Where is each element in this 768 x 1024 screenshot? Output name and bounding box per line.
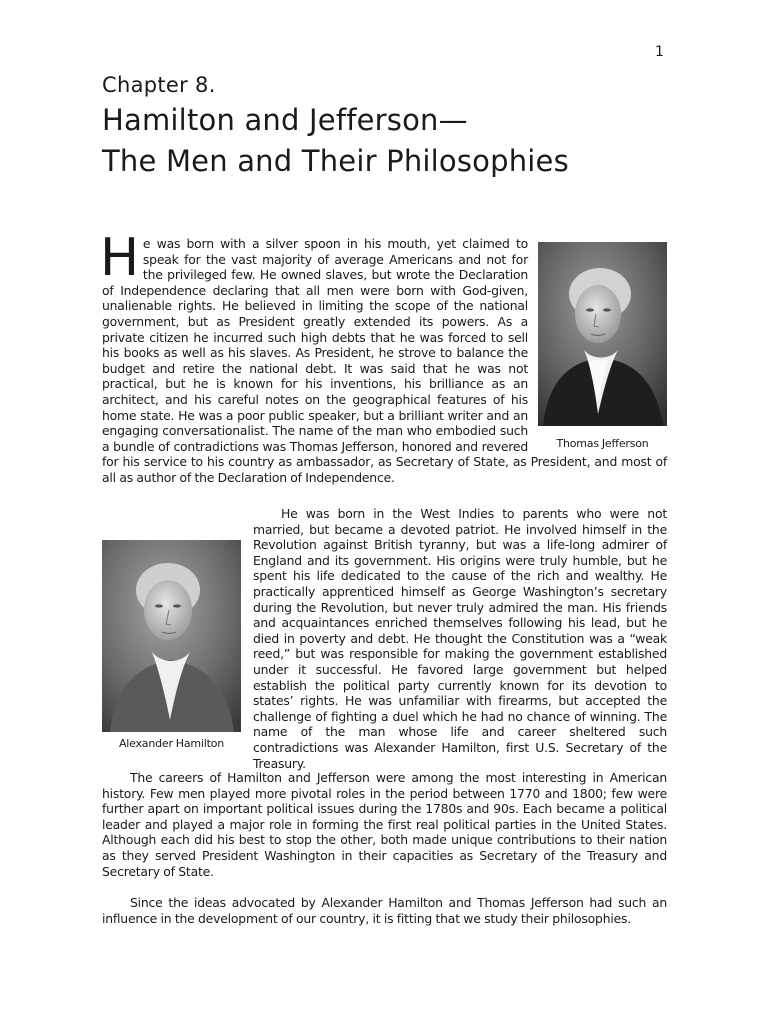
jefferson-section [100,228,667,486]
jefferson-caption: Thomas Jefferson [556,437,649,450]
drop-cap: H [100,228,139,288]
closing-paragraph: Since the ideas advocated by Alexander Hamilton and Thomas Jefferson had such an influence in the development of our country, it is fitting that we study their philosophies. [102,895,667,926]
jefferson-text: e was born with a silver spoon in his mouth, yet claimed to speak for the vast majority of average Americans and not for the privileged few. He owned slaves, but wrote the Declaration of Independence declaring that all men were born with God-given, unalienable rights. He believed in limiting the scope of the national government, but as President greatly extended its powers. As a private citizen he incurred such high debts that he was forced to sell his books as well as his slaves. As President, he strove to balance the budget and retire the national debt. It was said that he was not practical, but he is known for his inventions, his brilliance as an architect, and his careful notes on the geographical features of his home state. He was a poor public speaker, but a brilliant writer and an engaging conversationalist. The name of the man who embodied such a bundle of contradictions was Thomas Jefferson, honored and revered for his service to his country as ambassador, as Secretary of State, as President, and most of all as author of the Declaration of Independence. [102,236,667,485]
page-number: 1 [655,44,664,60]
chapter-title [102,100,569,182]
title-line-2: The Men and Their Philosophies [102,144,569,178]
hamilton-paragraph: He was born in the West Indies to parents who were not married, but became a devoted patriot. He involved himself in the Revolution against British tyranny, but was a life-long admirer of England and its government. His origins were truly humble, but he spent his life dedicated to the cause of the rich and wealthy. He practically apprenticed himself as George Washington’s secretary during the Revolution, but never truly admired the man. His friends and acquaintances enriched themselves following his lead, but he died in poverty and debt. He thought the Constitution was a “weak reed,” but was responsible for making the government established under it successful. He favored large government but helped establish the political party currently known for its devotion to states’ rights. He was unfamiliar with firearms, but accepted the challenge of fighting a duel which he had no chance of winning. The name of the man whose life and career sheltered such contradictions was Alexander Hamilton, first U.S. Secretary of the Treasury. [253,506,667,771]
title-line-1: Hamilton and Jefferson— [102,103,468,137]
hamilton-caption: Alexander Hamilton [118,737,225,750]
careers-paragraph: The careers of Hamilton and Jefferson were among the most interesting in American history. Few men played more pivotal roles in the period between 1770 and 1800; few were further apart on important political issues during the 1780s and 90s. Each became a political leader and played a major role in forming the first real political parties in the United States. Although each did his best to stop the other, both made unique contributions to their nation as they served President Washington in their capacities as Secretary of the Treasury and Secretary of State. [102,770,667,879]
jefferson-portrait [538,242,667,426]
hamilton-section [102,506,667,771]
hamilton-portrait [102,540,241,732]
hamilton-figure [102,540,241,752]
summary-section [102,770,667,926]
jefferson-figure [538,242,667,452]
chapter-label: Chapter 8. [102,73,216,97]
